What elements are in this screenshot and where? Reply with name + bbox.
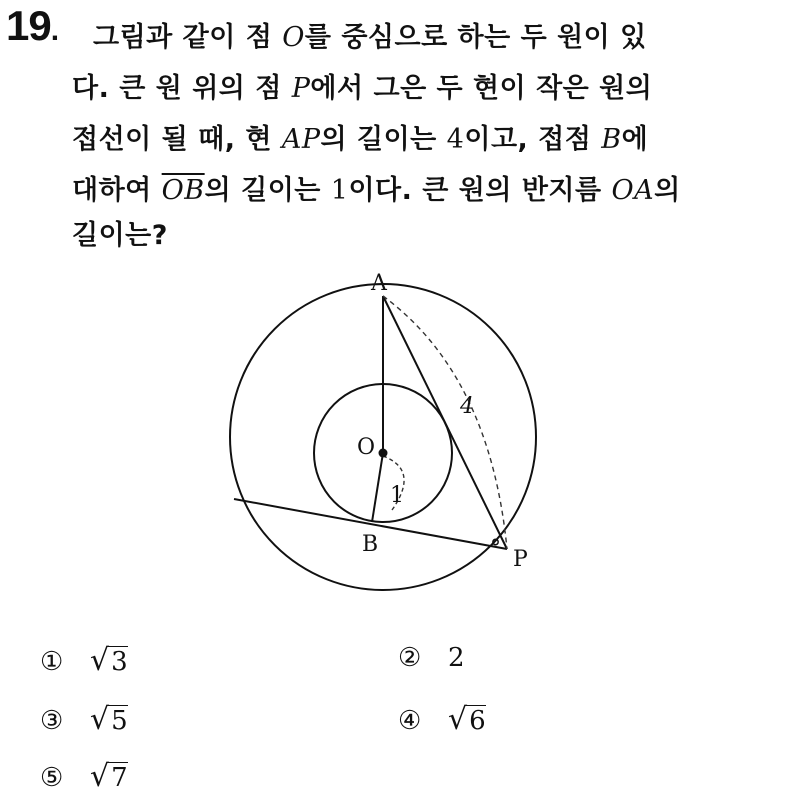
- option-4[interactable]: [398, 702, 486, 737]
- question-line-1: 그림과 같이 점 O를 중심으로 하는 두 원이 있: [93, 22, 647, 53]
- center-point-O: [379, 449, 388, 458]
- question-line-4: 대하여 $\overline{OB}$의 길이는 1이다. 큰 원의 반지름 OA의: [72, 175, 681, 206]
- radical-sign: √: [448, 702, 468, 737]
- option-2-number: ②: [398, 643, 422, 673]
- option-3-number: ③: [40, 706, 64, 736]
- option-1-value: 3: [111, 647, 128, 677]
- option-2[interactable]: [398, 643, 465, 673]
- option-4-value: 6: [469, 706, 486, 736]
- option-3[interactable]: [40, 702, 128, 737]
- label-length-AP: 4: [460, 394, 474, 419]
- option-1[interactable]: [40, 643, 128, 678]
- label-P: P: [513, 547, 528, 572]
- option-5-value: 7: [111, 763, 128, 793]
- label-length-OB: 1: [390, 483, 404, 508]
- radical-sign: √: [90, 643, 110, 678]
- right-angle-mark: °: [490, 536, 501, 561]
- label-A: A: [371, 271, 387, 296]
- option-3-value: 5: [111, 706, 128, 736]
- radical-sign: √: [90, 759, 110, 794]
- label-B: B: [362, 532, 379, 557]
- segment-OB: [372, 453, 383, 522]
- radical-sign: √: [90, 702, 110, 737]
- label-O: O: [357, 435, 376, 460]
- option-2-value: 2: [448, 643, 465, 673]
- question-number: 19.: [6, 2, 59, 49]
- chord-AP: [383, 296, 507, 549]
- question-line-2: 다. 큰 원 위의 점 P에서 그은 두 현이 작은 원의: [72, 73, 653, 104]
- option-1-number: ①: [40, 647, 64, 677]
- question-line-5: 길이는?: [72, 220, 168, 251]
- option-4-number: ④: [398, 706, 422, 736]
- question-line-3: 접선이 될 때, 현 AP의 길이는 4이고, 접점 B에: [72, 124, 649, 155]
- option-5[interactable]: [40, 759, 128, 794]
- option-5-number: ⑤: [40, 763, 64, 793]
